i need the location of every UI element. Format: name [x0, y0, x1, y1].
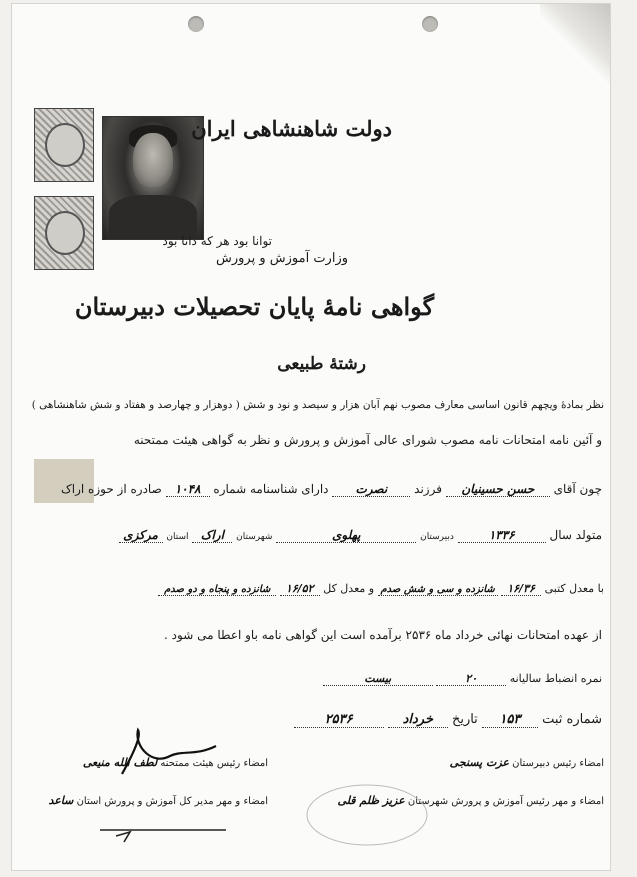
written-average: ۱۶/۳۶ [501, 582, 541, 596]
director-signature-block [48, 794, 268, 807]
total-average-words: شانزده و پنجاه و دو صدم [158, 584, 276, 596]
revenue-stamp-top [34, 108, 94, 182]
written-average-label: با معدل کتبی [544, 582, 604, 595]
line3-id-label: دارای شناسنامه شماره [213, 482, 329, 496]
date-label: تاریخ [451, 712, 478, 727]
discipline-words: بیست [323, 672, 433, 686]
id-number: ۱۰۴۸ [166, 482, 210, 497]
certificate-sheet [12, 4, 610, 870]
motto: توانا بود هر که دانا بود [162, 234, 272, 248]
discipline-label: نمره انضباط سالیانه [509, 672, 602, 685]
body-line-7 [323, 672, 602, 686]
born-label: متولد سال [549, 528, 602, 542]
dept-head-name: عزیز ظلم قلی [337, 794, 405, 807]
principal-signature-block [450, 756, 604, 769]
province-label: استان [166, 532, 189, 542]
certificate-title: گواهی نامهٔ پایان تحصیلات دبیرستان [74, 292, 434, 321]
body-line-5 [158, 582, 604, 596]
revenue-stamp-bottom [34, 196, 94, 270]
examiner-signature-scrawl [112, 726, 222, 786]
punch-hole-right [422, 16, 438, 32]
school-name: پهلوی [276, 528, 416, 543]
student-name: حسن حسینیان [446, 482, 550, 497]
portrait-photo [102, 116, 204, 240]
total-average: ۱۶/۵۲ [280, 582, 320, 596]
director-name: ساعد [48, 794, 74, 807]
province-name: مرکزی [119, 528, 163, 543]
line3-son-label: فرزند [414, 482, 442, 496]
principal-name: عزت پسنجی [449, 756, 509, 769]
date-month: خرداد [388, 712, 448, 728]
director-label: امضاء و مهر مدیر کل آموزش و پرورش استان [76, 796, 268, 807]
punch-hole-left [188, 16, 204, 32]
body-line-8 [294, 712, 602, 728]
body-line-1: نظر بمادهٔ ویچهم قانون اساسی معارف مصوب نهم آبان هزار و سیصد و نود و شش ( دوهزار و چهارصد و هفتاد و شش شاهنشاهی ) [31, 399, 604, 411]
registration-label: شماره ثبت [542, 712, 602, 727]
body-line-4 [119, 528, 602, 543]
school-label: دبیرستان [420, 532, 454, 542]
body-line-3 [61, 482, 602, 497]
written-average-words: شانزده و سی و شش صدم [378, 584, 498, 596]
field-of-study: رشتهٔ طبیعی [277, 354, 366, 374]
folded-corner [540, 4, 610, 84]
ministry-heading: وزارت آموزش و پرورش [215, 251, 348, 266]
city-name: اراک [192, 528, 232, 543]
seal-outline [302, 780, 432, 850]
examiner-label: امضاء رئیس هیئت ممتحنه [160, 758, 268, 769]
total-average-label: و معدل کل [323, 582, 375, 595]
discipline-score: ۲۰ [436, 672, 506, 686]
principal-label: امضاء رئیس دبیرستان [512, 758, 604, 769]
body-line-2: و آئین نامه امتحانات نامه مصوب شورای عالی آموزش و پرورش و نظر به گواهی هیئت ممتحنه [133, 433, 602, 447]
bottom-signature-scrawl [96, 822, 236, 846]
line3-issued: صادره از حوزه اراک [61, 482, 162, 496]
examiner-name: لطف الله منیعی [82, 756, 158, 769]
father-name: نصرت [332, 482, 410, 497]
registration-number: ۱۵۳ [482, 712, 538, 728]
city-label: شهرستان [236, 532, 273, 542]
dept-head-label: امضاء و مهر رئیس آموزش و پرورش شهرستان [407, 796, 604, 807]
body-line-6: از عهده امتحانات نهائی خرداد ماه ۲۵۳۶ برآمده است این گواهی نامه باو اعطا می شود . [164, 628, 602, 642]
date-year: ۲۵۳۶ [294, 712, 384, 728]
line3-prefix: چون آقای [553, 482, 602, 496]
state-heading: دولت شاهنشاهی ایران [191, 116, 392, 141]
birth-year: ۱۳۳۶ [458, 528, 546, 543]
